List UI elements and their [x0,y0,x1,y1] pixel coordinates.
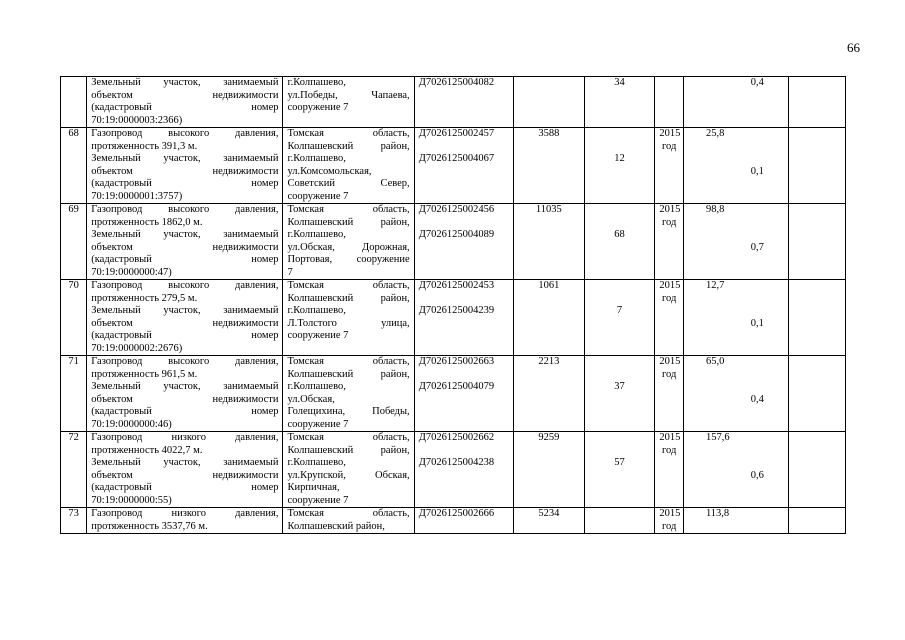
year-value: 2015 [659,356,681,367]
spacer [589,445,651,458]
area-cell [584,280,655,356]
inventory-code-cell [414,508,513,534]
address-line: Портовая, сооружение [287,254,410,265]
description-line: Газопровод низкого давления, [91,432,279,443]
description-line: протяженность 961,5 м. [91,368,198,380]
area-cell [584,508,655,534]
address-line: ул.Обская, Дорожная, [287,241,410,253]
address-cell [283,356,414,432]
address-line: Колпашевский район, [287,520,385,532]
area-value: 57 [614,457,625,468]
property-registry-table [60,76,846,534]
address-line: Колпашевский район, [287,444,410,456]
land-description-line: Земельный участок, занимаемый [91,457,279,468]
address-line: г.Колпашево, [287,457,346,468]
amount-cell [683,356,788,432]
area-cell [584,432,655,508]
address-cell [283,280,414,356]
length-cell [513,77,584,128]
spacer [419,141,509,154]
inventory-code-cell [414,432,513,508]
description-line: протяженность 279,5 м. [91,292,198,304]
land-description-line: Земельный участок, занимаемый [91,77,279,88]
notes-cell [788,77,845,128]
address-line: ул.Комсомольская, [287,165,372,177]
address-line: сооружение 7 [287,190,349,202]
land-description-line: 70:19:0000001:3757) [91,190,183,202]
table-row [61,77,846,128]
area-cell [584,204,655,280]
spacer [688,445,784,458]
land-inventory-code: Д7026125004239 [418,305,495,316]
notes-cell [788,356,845,432]
description-cell [87,356,283,432]
year-value: год [662,520,677,532]
land-amount-value: 0,7 [750,241,764,253]
amount-cell [683,204,788,280]
year-value: год [662,292,677,304]
notes-cell [788,508,845,534]
address-line: 7 [287,266,293,278]
inventory-code: Д7026125004082 [418,77,495,88]
spacer [419,369,509,382]
address-line: г.Колпашево, [287,381,346,392]
amount-cell [683,280,788,356]
description-line: протяженность 1862,0 м. [91,216,203,228]
spacer [688,217,784,230]
inventory-code: Д7026125002456 [418,204,495,215]
address-line: ул.Обская, [287,393,335,405]
length-cell: 5234 [513,508,584,534]
address-line: Колпашевский район, [287,140,410,152]
land-description-line: объектом недвижимости [91,469,279,481]
land-description-line: Земельный участок, занимаемый [91,381,279,392]
land-amount-value: 0,4 [750,393,764,405]
address-line: сооружение 7 [287,330,349,341]
address-line: Томская область, [287,280,410,291]
land-amount-value: 0,1 [750,165,764,177]
year-cell [655,356,684,432]
description-cell [87,280,283,356]
amount-value: 157,6 [705,432,730,443]
area-value: 68 [614,229,625,240]
land-inventory-code: Д7026125004079 [418,381,495,392]
year-cell [655,128,684,204]
land-description-line: (кадастровый номер [91,102,279,113]
inventory-code: Д7026125002453 [418,280,495,291]
land-description-line: Земельный участок, занимаемый [91,305,279,316]
land-description-line: 70:19:0000003:2366) [91,114,183,126]
spacer [589,369,651,382]
area-cell [584,128,655,204]
land-description-line: объектом недвижимости [91,165,279,177]
amount-value: 12,7 [705,280,725,291]
land-description-line: Земельный участок, занимаемый [91,153,279,164]
description-line: Газопровод низкого давления, [91,508,279,519]
notes-cell [788,280,845,356]
row-number-cell: 71 [61,356,87,432]
description-cell [87,204,283,280]
land-description-line: 70:19:0000002:2676) [91,342,183,354]
table-row [61,128,846,204]
inventory-code: Д7026125002666 [418,508,495,519]
spacer [589,293,651,306]
address-line: г.Колпашево, [287,229,346,240]
inventory-code-cell [414,280,513,356]
spacer [688,153,784,166]
description-cell [87,128,283,204]
address-line: Томская область, [287,204,410,215]
address-cell [283,204,414,280]
row-number-cell: 70 [61,280,87,356]
description-cell [87,432,283,508]
amount-cell [683,128,788,204]
year-value: год [662,368,677,380]
spacer [688,457,784,470]
inventory-code-cell [414,128,513,204]
year-value: год [662,140,677,152]
land-description-line: объектом недвижимости [91,317,279,329]
land-inventory-code: Д7026125004089 [418,229,495,240]
inventory-code-cell [414,356,513,432]
spacer [419,217,509,230]
year-value: 2015 [659,128,681,139]
address-line: ул.Крупской, Обская, [287,469,410,481]
length-cell: 2213 [513,356,584,432]
amount-value: 98,8 [705,204,725,215]
address-line: Томская область, [287,508,410,519]
address-line: сооружение 7 [287,102,349,113]
description-line: Газопровод высокого давления, [91,128,279,139]
address-line: сооружение 7 [287,494,349,506]
year-value: год [662,216,677,228]
address-line: Томская область, [287,432,410,443]
spacer [589,217,651,230]
notes-cell [788,204,845,280]
spacer [589,432,651,445]
length-cell: 1061 [513,280,584,356]
spacer [589,280,651,293]
address-line: Голещихина, Победы, [287,406,410,417]
land-inventory-code: Д7026125004238 [418,457,495,468]
inventory-code-cell [414,77,513,128]
length-cell: 11035 [513,204,584,280]
address-cell [283,508,414,534]
address-cell [283,432,414,508]
description-line: Газопровод высокого давления, [91,280,279,291]
year-cell [655,432,684,508]
address-line: Томская область, [287,128,410,139]
amount-value: 113,8 [705,508,730,519]
spacer [419,293,509,306]
address-line: Л.Толстого улица, [287,317,410,329]
year-value: 2015 [659,280,681,291]
land-description-line: (кадастровый номер [91,482,279,493]
spacer [589,128,651,141]
address-line: Томская область, [287,356,410,367]
amount-cell [683,508,788,534]
table-row [61,356,846,432]
year-value: 2015 [659,508,681,519]
year-cell [655,77,684,128]
description-cell [87,77,283,128]
address-line: Колпашевский район, [287,216,410,228]
land-description-line: (кадастровый номер [91,178,279,189]
row-number-cell: 69 [61,204,87,280]
length-cell: 9259 [513,432,584,508]
inventory-code-cell [414,204,513,280]
area-value: 12 [614,153,625,164]
row-number-cell: 68 [61,128,87,204]
table-row [61,432,846,508]
address-line: Колпашевский район, [287,292,410,304]
address-line: Кирпичная, [287,482,340,493]
spacer [688,381,784,394]
year-value: год [662,444,677,456]
amount-cell [683,77,788,128]
land-description-line: (кадастровый номер [91,406,279,417]
table-row [61,204,846,280]
spacer [419,445,509,458]
spacer [688,293,784,306]
year-cell [655,204,684,280]
land-amount-value: 0,6 [750,469,764,481]
address-line: Советский Север, [287,178,410,189]
address-cell [283,128,414,204]
year-cell [655,508,684,534]
table-row [61,280,846,356]
year-value: 2015 [659,204,681,215]
notes-cell [788,128,845,204]
amount-value: 65,0 [705,356,725,367]
table-row [61,508,846,534]
description-line: Газопровод высокого давления, [91,356,279,367]
address-line: г.Колпашево, [287,305,346,316]
description-line: Газопровод высокого давления, [91,204,279,215]
land-description-line: объектом недвижимости [91,241,279,253]
row-number-cell: 72 [61,432,87,508]
address-line: г.Колпашево, [287,153,346,164]
area-value: 37 [614,381,625,392]
spacer [688,141,784,154]
address-line: г.Колпашево, [287,77,346,88]
area-value: 7 [616,305,623,316]
row-number-cell [61,77,87,128]
land-description-line: объектом недвижимости [91,89,279,101]
spacer [589,204,651,217]
inventory-code: Д7026125002662 [418,432,495,443]
length-cell: 3588 [513,128,584,204]
inventory-code: Д7026125002457 [418,128,495,139]
description-line: протяженность 391,3 м. [91,140,198,152]
inventory-code: Д7026125002663 [418,356,495,367]
address-line: Колпашевский район, [287,368,410,380]
spacer [589,356,651,369]
page-number: 66 [847,40,860,55]
year-value: 2015 [659,432,681,443]
area-cell [584,77,655,128]
description-cell [87,508,283,534]
description-line: протяженность 3537,76 м. [91,520,208,532]
land-description-line: 70:19:0000000:47) [91,266,172,278]
area-value: 34 [614,77,625,88]
land-description-line: (кадастровый номер [91,254,279,265]
address-line: сооружение 7 [287,418,349,430]
land-inventory-code: Д7026125004067 [418,153,495,164]
area-cell [584,356,655,432]
land-description-line: объектом недвижимости [91,393,279,405]
land-description-line: Земельный участок, занимаемый [91,229,279,240]
spacer [589,141,651,154]
address-line: ул.Победы, Чапаева, [287,89,410,101]
address-cell [283,77,414,128]
land-description-line: 70:19:0000000:46) [91,418,172,430]
land-description-line: 70:19:0000000:55) [91,494,172,506]
land-description-line: (кадастровый номер [91,330,279,341]
year-cell [655,280,684,356]
table-body [61,77,846,534]
spacer [688,369,784,382]
land-amount-value: 0,1 [750,317,764,329]
description-line: протяженность 4022,7 м. [91,444,203,456]
amount-cell [683,432,788,508]
land-amount-value: 0,4 [750,77,764,88]
amount-value: 25,8 [705,128,725,139]
spacer [688,305,784,318]
row-number-cell: 73 [61,508,87,534]
spacer [688,229,784,242]
notes-cell [788,432,845,508]
